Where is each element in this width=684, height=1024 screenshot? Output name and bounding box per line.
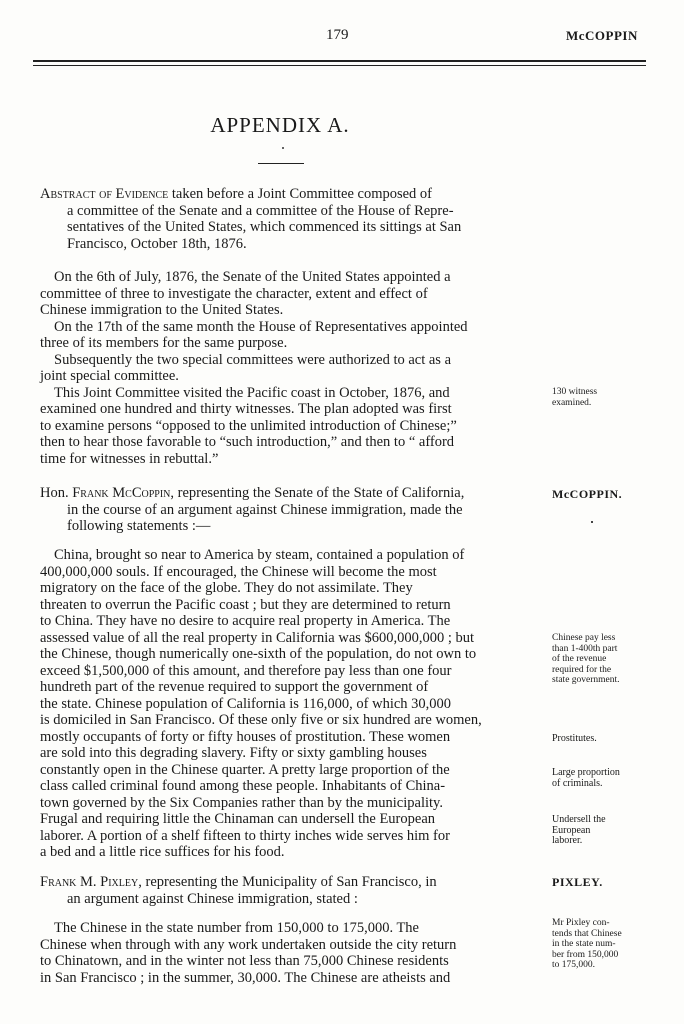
header-rule-thin [33, 65, 646, 66]
intro-line: On the 6th of July, 1876, the Senate of the United States appointed a [54, 269, 451, 285]
margin-note-undersell [552, 815, 644, 847]
statement-line: mostly occupants of forty or fifty houses of prostitution. These women [40, 728, 451, 745]
margin-note-line: in the state num- [552, 939, 616, 949]
statement-line: exceed $1,500,000 of this amount, and therefore pay less than one four [40, 662, 452, 679]
intro-line: This Joint Committee visited the Pacific coast in October, 1876, and [54, 384, 450, 401]
statement-line: 400,000,000 souls. If encouraged, the Chinese will become the most [40, 563, 437, 580]
print-speck [282, 147, 284, 149]
abstract-line [40, 186, 546, 203]
print-speck [591, 521, 593, 523]
statement-line: in San Francisco ; in the summer, 30,000. The Chinese are atheists and [40, 969, 451, 986]
margin-note-line: Undersell the [552, 814, 606, 825]
margin-note-line: to 175,000. [552, 960, 596, 970]
abstract-line: Francisco, October 18th, 1876. [67, 235, 247, 252]
margin-note-line: laborer. [552, 835, 583, 846]
speaker-name: Frank McCoppin [72, 485, 171, 501]
abstract-line: sentatives of the United States, which commenced its sittings at San [67, 219, 462, 235]
speaker-name: Frank M. Pixley [40, 874, 139, 890]
appendix-title: APPENDIX A. [210, 113, 350, 137]
margin-tag-pixley: PIXLEY. [552, 875, 603, 889]
margin-note-pixley [552, 918, 644, 971]
statement-line: to Chinatown, and in the winter not less than 75,000 Chinese residents [40, 953, 449, 969]
statement-line: migratory on the face of the globe. They do not assimilate. They [40, 580, 413, 596]
statement-line: Frugal and requiring little the Chinaman can undersell the European [40, 811, 436, 827]
margin-note-line: European [552, 824, 591, 836]
running-head: McCOPPIN [566, 28, 638, 43]
intro-line: then to hear those favorable to “such introduction,” and then to “ afford [40, 434, 455, 450]
statement-line: Chinese when through with any work undertaken outside the city return [40, 936, 457, 953]
header-rule-thick [33, 60, 646, 62]
intro-paragraphs [40, 269, 546, 467]
statement-line: constantly open in the Chinese quarter. A pretty large proportion of the [40, 761, 450, 778]
margin-note-criminals [552, 767, 644, 789]
abstract-lead: Abstract of Evidence [40, 186, 169, 202]
honorific: Hon. [40, 485, 73, 501]
intro-line: Chinese immigration to the United States. [40, 302, 284, 318]
margin-note-line: Chinese pay less [552, 633, 616, 643]
intro-line: to examine persons “opposed to the unlimited introduction of Chinese;” [40, 417, 457, 434]
title-rule [258, 163, 304, 164]
intro-line: joint special committee. [40, 368, 179, 384]
mccoppin-intro-line: in the course of an argument against Chinese immigration, made the [67, 501, 463, 518]
mccoppin-intro-line [40, 485, 546, 502]
statement-line: town governed by the Six Companies rather than by the municipality. [40, 794, 443, 811]
statement-line: is domiciled in San Francisco. Of these only five or six hundred are women, [40, 712, 482, 728]
intro-line: Subsequently the two special committees were authorized to act as a [54, 351, 452, 368]
pixley-intro-line [40, 874, 546, 891]
margin-note-line: tends that Chinese [552, 928, 622, 939]
margin-note-line: state government. [552, 675, 620, 685]
abstract-paragraph [40, 186, 546, 252]
mccoppin-intro [40, 485, 546, 535]
margin-tag-mccoppin: McCOPPIN. [552, 487, 623, 501]
intro-line: time for witnesses in rebuttal.” [40, 450, 219, 467]
statement-line: assessed value of all the real property in California was $600,000,000 ; but [40, 629, 475, 646]
statement-line: The Chinese in the state number from 150,000 to 175,000. The [54, 920, 419, 936]
pixley-intro [40, 874, 546, 907]
intro-line: committee of three to investigate the character, extent and effect of [40, 285, 428, 302]
margin-note-line: Mr Pixley con- [552, 918, 610, 928]
margin-note-line: required for the [552, 664, 612, 675]
abstract-line: a committee of the Senate and a committee of the House of Repre- [67, 202, 454, 219]
margin-note-line: Large proportion [552, 767, 620, 778]
margin-note-line: than 1-400th part [552, 643, 618, 654]
mccoppin-intro-line: following statements :— [67, 518, 211, 534]
mccoppin-intro-text: , representing the Senate of the State of California, [170, 485, 465, 501]
page-number: 179 [326, 27, 349, 43]
margin-note-line: of the revenue [552, 654, 607, 664]
statement-line: laborer. A portion of a shelf fifteen to thirty inches wide serves him for [40, 827, 450, 844]
statement-line: China, brought so near to America by steam, contained a population of [54, 547, 465, 563]
statement-line: class called criminal found among these people. Inhabitants of China- [40, 778, 446, 794]
statement-line: to China. They have no desire to acquire real property in America. The [40, 613, 451, 629]
statement-line: a bed and a little rice suffices for his food. [40, 844, 285, 860]
pixley-statement [40, 920, 546, 986]
margin-note-line: 130 witness [552, 387, 598, 397]
intro-line: examined one hundred and thirty witnesses. The plan adopted was first [40, 401, 452, 417]
statement-line: the state. Chinese population of California is 116,000, of which 30,000 [40, 695, 452, 712]
statement-line: hundreth part of the revenue required to support the government of [40, 679, 429, 695]
margin-note-line: of criminals. [552, 778, 603, 789]
margin-note-line: ber from 150,000 [552, 949, 619, 960]
margin-note-pay-less [552, 633, 644, 686]
margin-note-line: examined. [552, 397, 592, 408]
margin-note-witnesses [552, 387, 644, 408]
pixley-intro-text: , representing the Municipality of San Francisco, in [138, 874, 437, 890]
intro-line: On the 17th of the same month the House of Representatives appointed [54, 318, 468, 335]
margin-note-prostitutes: Prostitutes. [552, 733, 597, 744]
mccoppin-statement [40, 547, 546, 861]
statement-line: are sold into this degrading slavery. Fifty or sixty gambling houses [40, 745, 427, 761]
pixley-intro-line: an argument against Chinese immigration, stated : [67, 890, 358, 907]
intro-line: three of its members for the same purpose. [40, 335, 288, 351]
statement-line: threaten to overrun the Pacific coast ; but they are determined to return [40, 596, 451, 613]
statement-line: the Chinese, though numerically one-sixth of the population, do not own to [40, 646, 477, 662]
abstract-line-text: taken before a Joint Committee composed of [168, 186, 433, 202]
